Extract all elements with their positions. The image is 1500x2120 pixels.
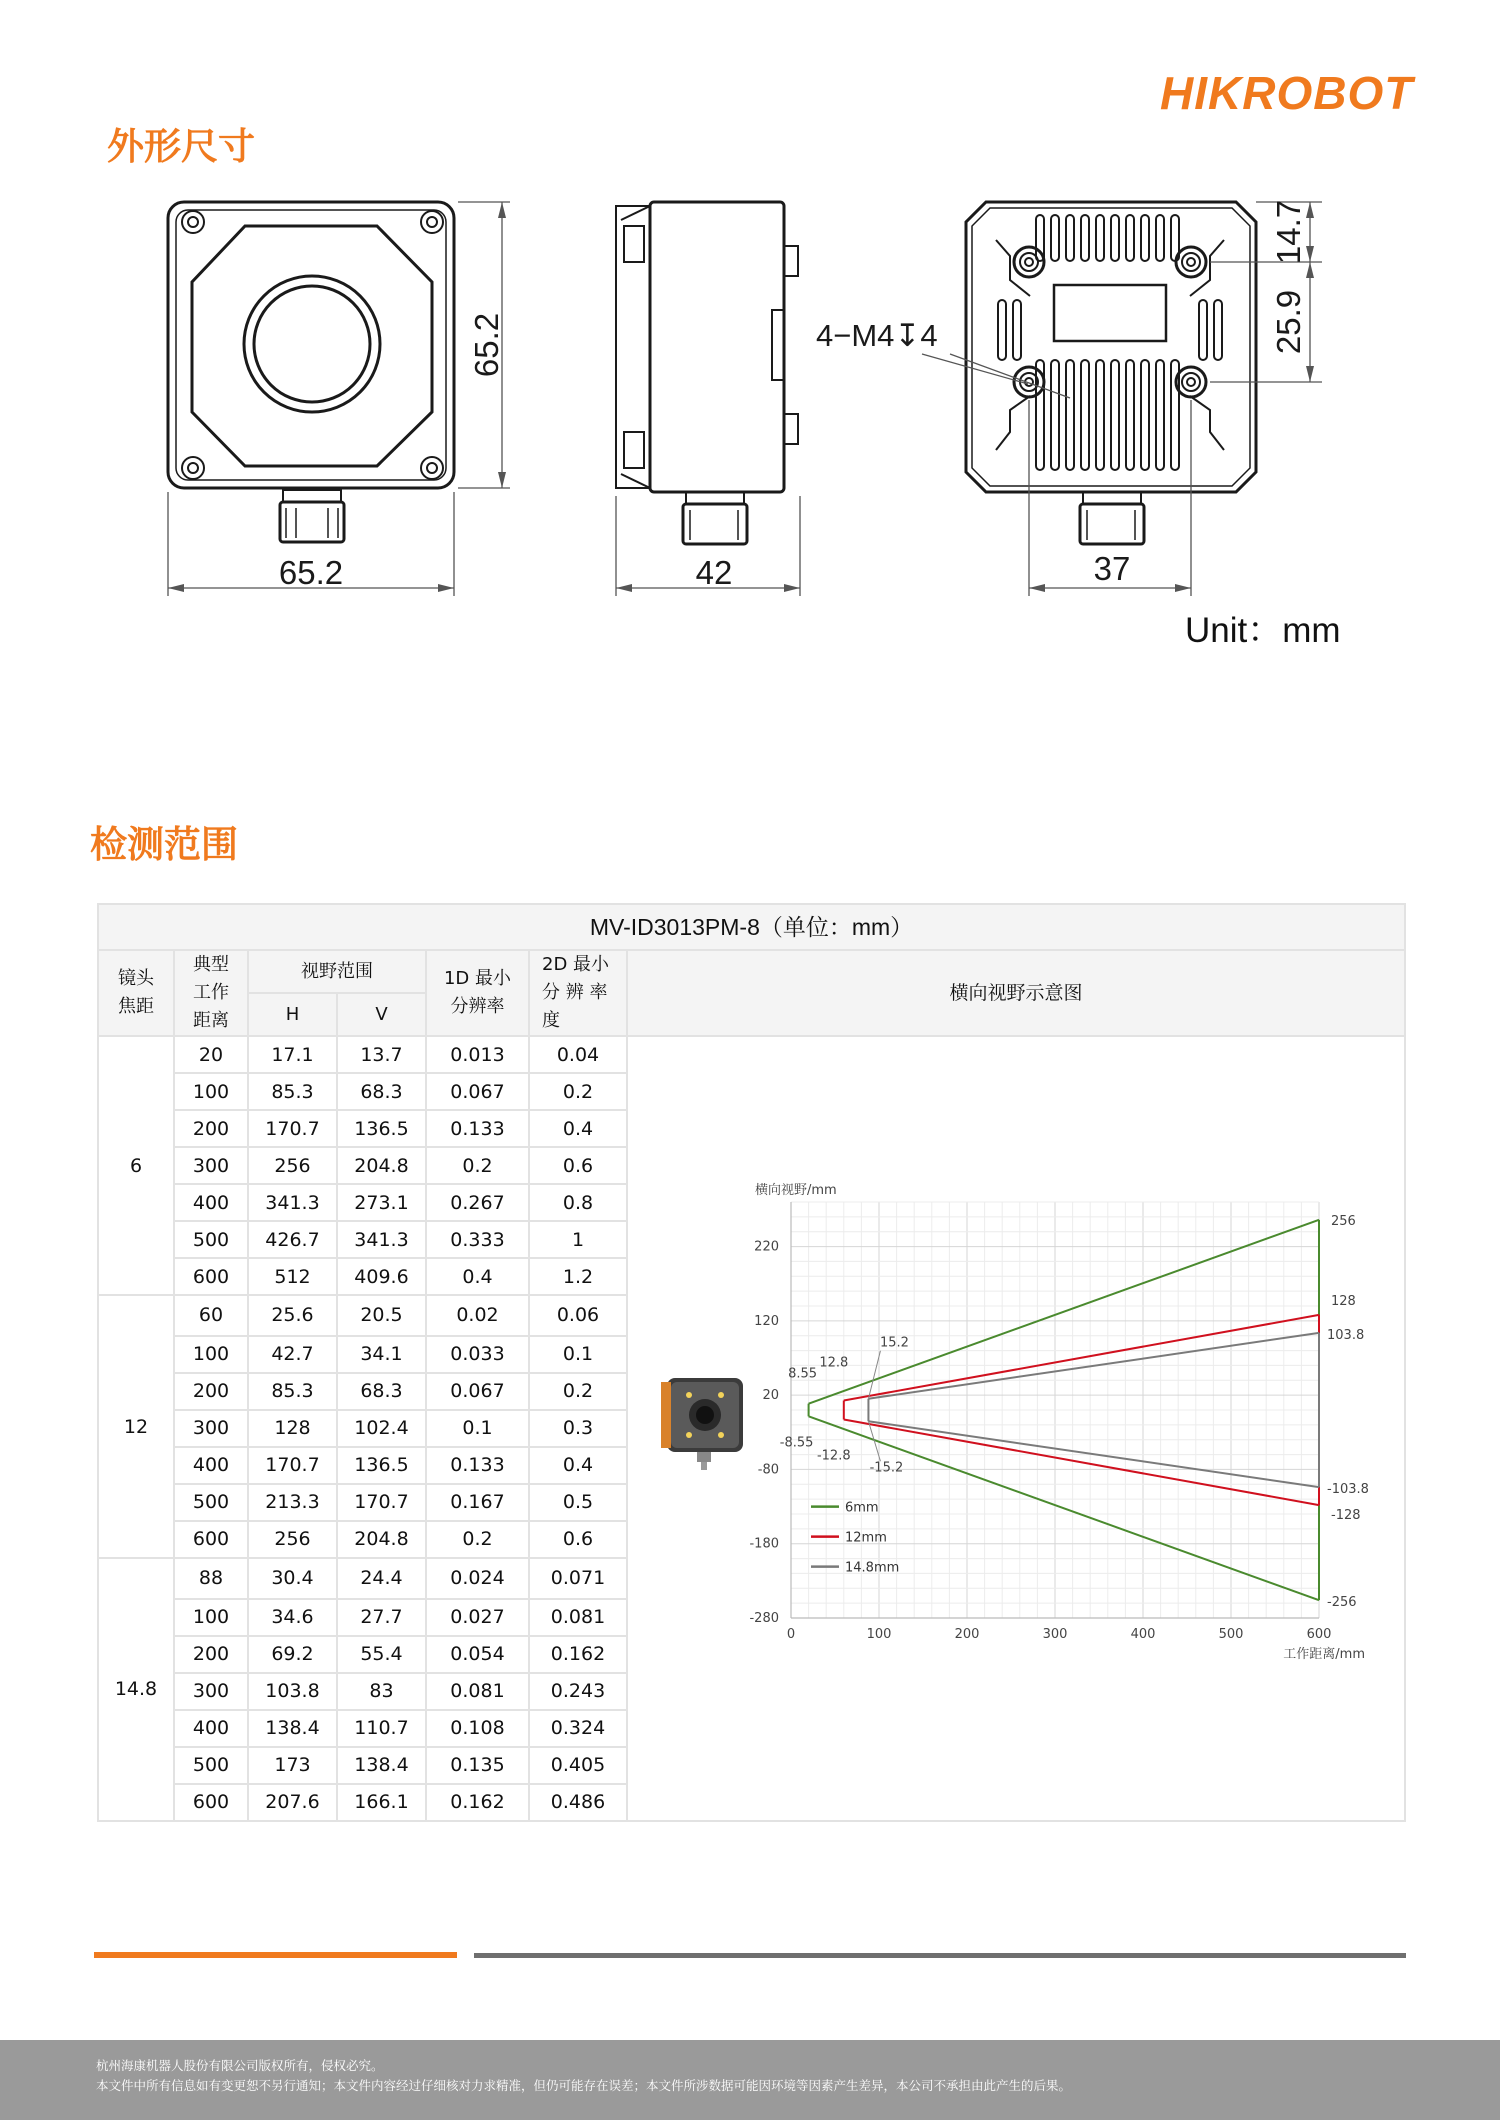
fov-h-cell: 170.7 bbox=[248, 1447, 337, 1484]
fov-v-cell: 20.5 bbox=[337, 1295, 426, 1336]
end-value-label: -256 bbox=[1327, 1595, 1357, 1611]
distance-cell: 500 bbox=[174, 1747, 248, 1784]
legend-label: 6mm bbox=[845, 1500, 879, 1516]
y-tick-label: -80 bbox=[757, 1462, 780, 1478]
x-tick-label: 200 bbox=[954, 1627, 980, 1642]
distance-cell: 500 bbox=[174, 1221, 248, 1258]
fov-h-cell: 85.3 bbox=[248, 1373, 337, 1410]
brand-logo: HIKROBOT bbox=[1160, 67, 1414, 119]
res1d-cell: 0.027 bbox=[426, 1599, 529, 1636]
detection-range-table bbox=[97, 903, 1406, 1822]
distance-cell: 200 bbox=[174, 1110, 248, 1147]
front-height-label: 65.2 bbox=[468, 312, 505, 378]
res1d-cell: 0.013 bbox=[426, 1036, 529, 1073]
res2d-cell: 1 bbox=[529, 1221, 627, 1258]
end-value-label: 103.8 bbox=[1327, 1327, 1365, 1343]
fov-h-cell: 42.7 bbox=[248, 1336, 337, 1373]
x-tick-label: 100 bbox=[866, 1627, 892, 1642]
fov-h-cell: 138.4 bbox=[248, 1710, 337, 1747]
fov-v-cell: 83 bbox=[337, 1673, 426, 1710]
fov-h-cell: 256 bbox=[248, 1521, 337, 1558]
res2d-cell: 0.6 bbox=[529, 1147, 627, 1184]
camera-part bbox=[718, 1432, 724, 1438]
fov-v-cell: 166.1 bbox=[337, 1784, 426, 1821]
x-tick-label: 600 bbox=[1306, 1627, 1332, 1642]
y-tick-label: -180 bbox=[749, 1536, 780, 1552]
fov-v-cell: 68.3 bbox=[337, 1373, 426, 1410]
fov-h-cell: 30.4 bbox=[248, 1558, 337, 1599]
res1d-cell: 0.333 bbox=[426, 1221, 529, 1258]
res1d-cell: 0.2 bbox=[426, 1521, 529, 1558]
end-value-label: 256 bbox=[1331, 1213, 1356, 1229]
fov-h-cell: 213.3 bbox=[248, 1484, 337, 1521]
distance-cell: 300 bbox=[174, 1147, 248, 1184]
end-value-label: 128 bbox=[1331, 1293, 1356, 1309]
hole-spacing-v-label: 25.9 bbox=[1270, 289, 1307, 355]
y-axis-label: 横向视野/mm bbox=[755, 1183, 837, 1198]
fov-v-cell: 13.7 bbox=[337, 1036, 426, 1073]
header-diagram: 横向视野示意图 bbox=[627, 950, 1405, 1036]
fov-h-cell: 170.7 bbox=[248, 1110, 337, 1147]
res1d-cell: 0.167 bbox=[426, 1484, 529, 1521]
res1d-cell: 0.067 bbox=[426, 1073, 529, 1110]
x-tick-label: 400 bbox=[1130, 1627, 1156, 1642]
res1d-cell: 0.2 bbox=[426, 1147, 529, 1184]
res2d-cell: 0.6 bbox=[529, 1521, 627, 1558]
start-value-label: 8.55 bbox=[788, 1366, 818, 1382]
table-row bbox=[98, 1036, 1405, 1073]
focal-length-cell: 12 bbox=[98, 1295, 174, 1558]
fov-h-cell: 173 bbox=[248, 1747, 337, 1784]
fov-h-cell: 34.6 bbox=[248, 1599, 337, 1636]
fov-v-cell: 204.8 bbox=[337, 1147, 426, 1184]
unit-label: Unit：mm bbox=[1185, 611, 1341, 650]
x-tick-label: 500 bbox=[1218, 1627, 1244, 1642]
fov-v-cell: 110.7 bbox=[337, 1710, 426, 1747]
fov-chart bbox=[629, 1050, 1403, 1802]
distance-cell: 300 bbox=[174, 1673, 248, 1710]
start-value-label: -15.2 bbox=[869, 1460, 904, 1476]
footer-accent-line bbox=[94, 1952, 457, 1958]
back-view-drawing bbox=[966, 202, 1256, 544]
res1d-cell: 0.02 bbox=[426, 1295, 529, 1336]
header-h: H bbox=[248, 993, 337, 1036]
fov-v-cell: 204.8 bbox=[337, 1521, 426, 1558]
res2d-cell: 0.2 bbox=[529, 1373, 627, 1410]
y-tick-label: -280 bbox=[749, 1611, 780, 1626]
res2d-cell: 0.8 bbox=[529, 1184, 627, 1221]
distance-cell: 88 bbox=[174, 1558, 248, 1599]
fov-v-cell: 55.4 bbox=[337, 1636, 426, 1673]
camera-part bbox=[686, 1392, 692, 1398]
distance-cell: 300 bbox=[174, 1410, 248, 1447]
side-view-drawing bbox=[616, 202, 798, 544]
distance-cell: 100 bbox=[174, 1336, 248, 1373]
distance-cell: 20 bbox=[174, 1036, 248, 1073]
res1d-cell: 0.108 bbox=[426, 1710, 529, 1747]
footer-disclaimer: 本文件中所有信息如有变更恕不另行通知；本文件内容经过仔细核对力求精准，但仍可能存在误差；本文件所涉数据可能因环境等因素产生差异，本公司不承担由此产生的后果。 bbox=[96, 2078, 1072, 2093]
distance-cell: 500 bbox=[174, 1484, 248, 1521]
res2d-cell: 0.4 bbox=[529, 1447, 627, 1484]
camera-thumbnail bbox=[661, 1378, 743, 1470]
start-value-label: -8.55 bbox=[779, 1435, 814, 1451]
fov-h-cell: 341.3 bbox=[248, 1184, 337, 1221]
fov-v-cell: 170.7 bbox=[337, 1484, 426, 1521]
series-line-upper bbox=[809, 1220, 1319, 1404]
focal-length-cell: 6 bbox=[98, 1036, 174, 1295]
res2d-cell: 0.243 bbox=[529, 1673, 627, 1710]
distance-cell: 600 bbox=[174, 1521, 248, 1558]
start-value-label: 12.8 bbox=[819, 1355, 849, 1371]
res2d-cell: 0.486 bbox=[529, 1784, 627, 1821]
camera-part bbox=[701, 1462, 707, 1470]
table-caption: MV-ID3013PM-8（单位：mm） bbox=[98, 904, 1405, 950]
end-value-label: -128 bbox=[1331, 1508, 1361, 1524]
res2d-cell: 0.3 bbox=[529, 1410, 627, 1447]
res2d-cell: 0.405 bbox=[529, 1747, 627, 1784]
footer-copyright: 杭州海康机器人股份有限公司版权所有，侵权必究。 bbox=[96, 2058, 384, 2073]
header-fov: 视野范围 bbox=[248, 950, 426, 993]
fov-v-cell: 102.4 bbox=[337, 1410, 426, 1447]
legend-label: 12mm bbox=[845, 1530, 887, 1546]
front-view-drawing bbox=[168, 202, 454, 542]
header-focal: 镜头 焦距 bbox=[98, 950, 174, 1036]
res1d-cell: 0.135 bbox=[426, 1747, 529, 1784]
legend-label: 14.8mm bbox=[845, 1560, 900, 1576]
fov-h-cell: 426.7 bbox=[248, 1221, 337, 1258]
res1d-cell: 0.4 bbox=[426, 1258, 529, 1295]
res1d-cell: 0.1 bbox=[426, 1410, 529, 1447]
range-title: 检测范围 bbox=[90, 823, 238, 866]
fov-v-cell: 34.1 bbox=[337, 1336, 426, 1373]
fov-v-cell: 136.5 bbox=[337, 1110, 426, 1147]
series-line-upper bbox=[844, 1315, 1319, 1401]
distance-cell: 200 bbox=[174, 1636, 248, 1673]
res2d-cell: 0.071 bbox=[529, 1558, 627, 1599]
fov-h-cell: 25.6 bbox=[248, 1295, 337, 1336]
distance-cell: 400 bbox=[174, 1710, 248, 1747]
fov-h-cell: 17.1 bbox=[248, 1036, 337, 1073]
fov-h-cell: 256 bbox=[248, 1147, 337, 1184]
camera-part bbox=[661, 1382, 671, 1448]
res2d-cell: 0.2 bbox=[529, 1073, 627, 1110]
camera-part bbox=[697, 1452, 711, 1462]
y-tick-label: 220 bbox=[754, 1239, 780, 1255]
thread-callout: 4−M4↧4 bbox=[816, 318, 938, 353]
x-tick-label: 0 bbox=[786, 1627, 796, 1642]
res1d-cell: 0.267 bbox=[426, 1184, 529, 1221]
fov-h-cell: 128 bbox=[248, 1410, 337, 1447]
fov-v-cell: 136.5 bbox=[337, 1447, 426, 1484]
fov-h-cell: 69.2 bbox=[248, 1636, 337, 1673]
fov-v-cell: 409.6 bbox=[337, 1258, 426, 1295]
fov-diagram-cell bbox=[627, 1036, 1405, 1821]
res1d-cell: 0.133 bbox=[426, 1447, 529, 1484]
distance-cell: 100 bbox=[174, 1599, 248, 1636]
distance-cell: 60 bbox=[174, 1295, 248, 1336]
fov-v-cell: 273.1 bbox=[337, 1184, 426, 1221]
res2d-cell: 0.5 bbox=[529, 1484, 627, 1521]
header-res1d: 1D 最小 分辨率 bbox=[426, 950, 529, 1036]
offset-top-label: 14.7 bbox=[1270, 199, 1307, 265]
distance-cell: 200 bbox=[174, 1373, 248, 1410]
res2d-cell: 0.324 bbox=[529, 1710, 627, 1747]
res1d-cell: 0.024 bbox=[426, 1558, 529, 1599]
y-tick-label: 120 bbox=[754, 1313, 780, 1329]
res2d-cell: 0.06 bbox=[529, 1295, 627, 1336]
side-depth-label: 42 bbox=[695, 554, 733, 591]
distance-cell: 600 bbox=[174, 1258, 248, 1295]
camera-part bbox=[686, 1432, 692, 1438]
y-tick-label: 20 bbox=[762, 1388, 780, 1404]
dimension-drawings bbox=[150, 180, 1380, 650]
res1d-cell: 0.133 bbox=[426, 1110, 529, 1147]
res2d-cell: 0.1 bbox=[529, 1336, 627, 1373]
res2d-cell: 0.081 bbox=[529, 1599, 627, 1636]
camera-part bbox=[696, 1406, 714, 1424]
res1d-cell: 0.081 bbox=[426, 1673, 529, 1710]
front-width-label: 65.2 bbox=[278, 554, 344, 591]
fov-v-cell: 27.7 bbox=[337, 1599, 426, 1636]
camera-part bbox=[718, 1392, 724, 1398]
res1d-cell: 0.067 bbox=[426, 1373, 529, 1410]
fov-v-cell: 24.4 bbox=[337, 1558, 426, 1599]
header-v: V bbox=[337, 993, 426, 1036]
fov-h-cell: 85.3 bbox=[248, 1073, 337, 1110]
res1d-cell: 0.033 bbox=[426, 1336, 529, 1373]
header-res2d: 2D 最小 分 辨 率 度 bbox=[529, 950, 627, 1036]
res2d-cell: 0.162 bbox=[529, 1636, 627, 1673]
res2d-cell: 0.04 bbox=[529, 1036, 627, 1073]
hole-spacing-h-label: 37 bbox=[1093, 550, 1131, 587]
start-value-label: -12.8 bbox=[816, 1448, 851, 1464]
fov-h-cell: 103.8 bbox=[248, 1673, 337, 1710]
x-tick-label: 300 bbox=[1042, 1627, 1068, 1642]
distance-cell: 400 bbox=[174, 1447, 248, 1484]
header-distance: 典型 工作 距离 bbox=[174, 950, 248, 1036]
fov-h-cell: 512 bbox=[248, 1258, 337, 1295]
res1d-cell: 0.162 bbox=[426, 1784, 529, 1821]
fov-v-cell: 68.3 bbox=[337, 1073, 426, 1110]
start-value-label: 15.2 bbox=[879, 1335, 909, 1351]
x-axis-label: 工作距离/mm bbox=[1283, 1647, 1366, 1662]
dimensions-title: 外形尺寸 bbox=[107, 125, 255, 168]
fov-v-cell: 138.4 bbox=[337, 1747, 426, 1784]
res1d-cell: 0.054 bbox=[426, 1636, 529, 1673]
end-value-label: -103.8 bbox=[1327, 1482, 1369, 1498]
distance-cell: 100 bbox=[174, 1073, 248, 1110]
fov-v-cell: 341.3 bbox=[337, 1221, 426, 1258]
res2d-cell: 1.2 bbox=[529, 1258, 627, 1295]
focal-length-cell: 14.8 bbox=[98, 1558, 174, 1821]
series-line-lower bbox=[844, 1420, 1319, 1506]
footer-divider-line bbox=[474, 1953, 1406, 1958]
distance-cell: 400 bbox=[174, 1184, 248, 1221]
distance-cell: 600 bbox=[174, 1784, 248, 1821]
fov-h-cell: 207.6 bbox=[248, 1784, 337, 1821]
res2d-cell: 0.4 bbox=[529, 1110, 627, 1147]
